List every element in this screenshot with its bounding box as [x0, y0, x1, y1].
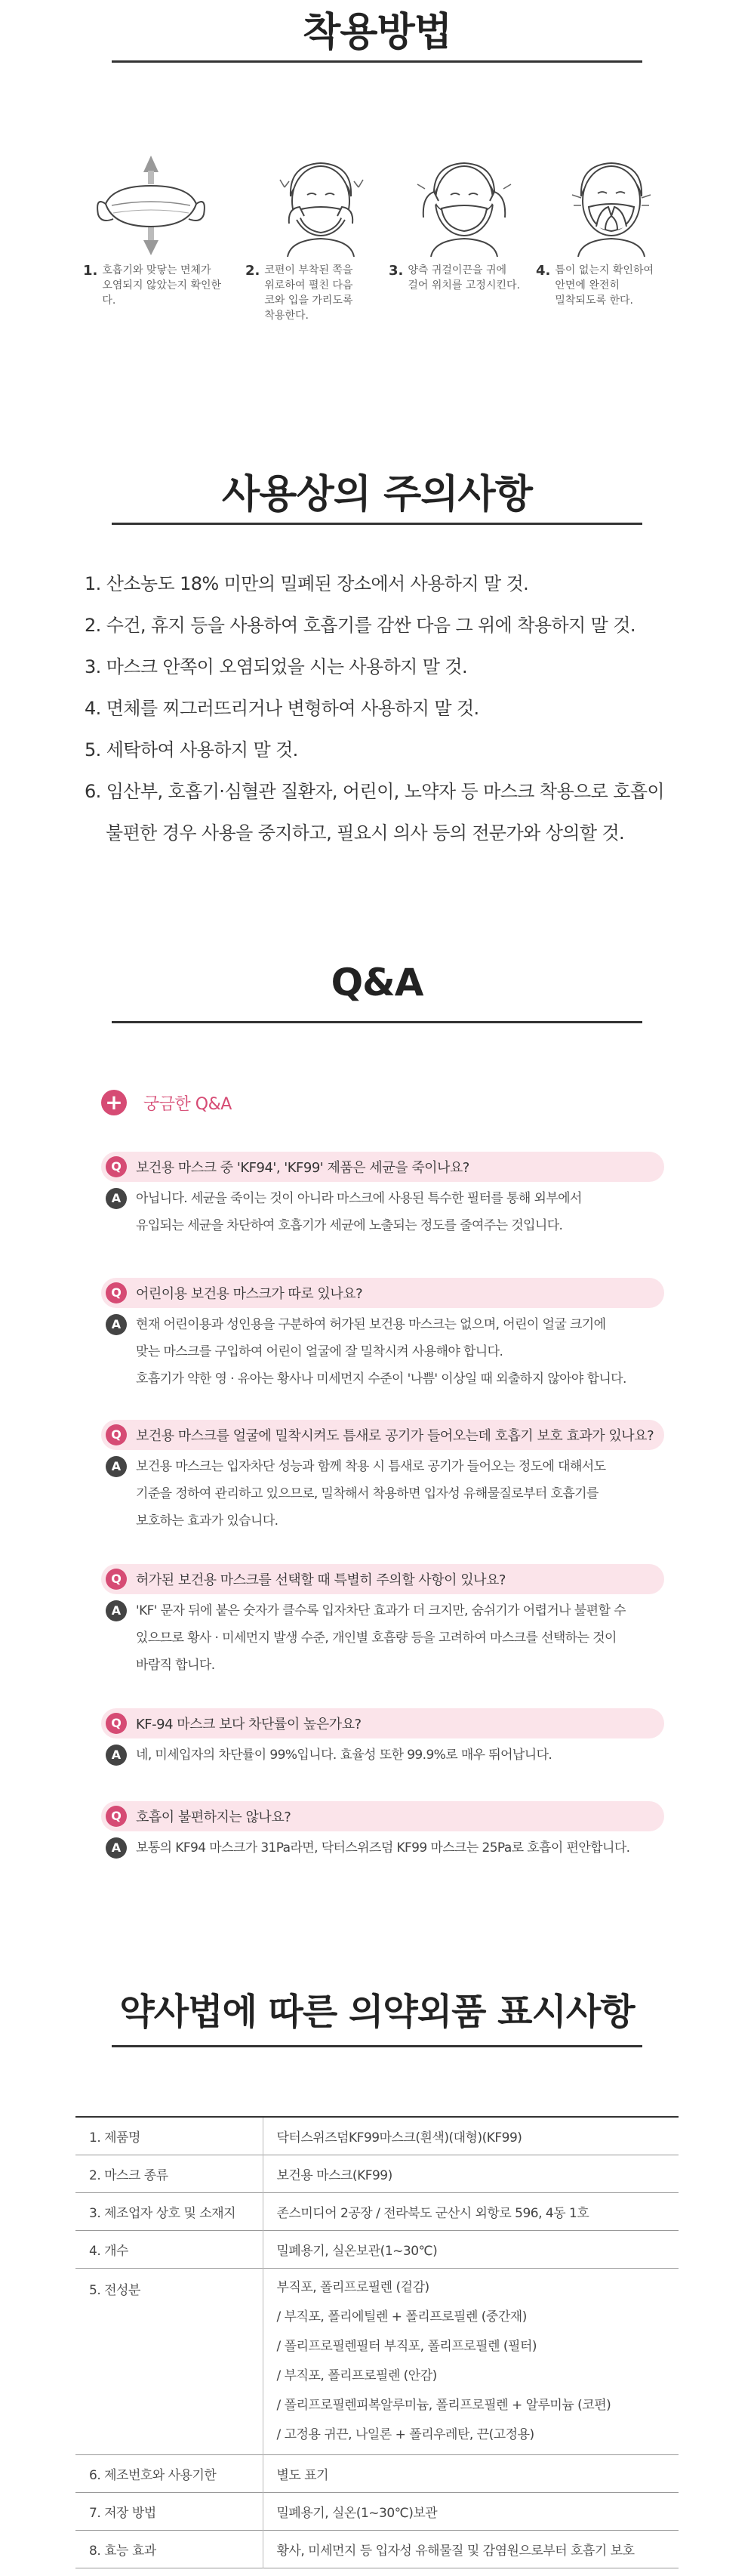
answer-line: 보건용 마스크는 입자차단 성능과 함께 착용 시 틈새로 공기가 들어오는 정도에 대해서도: [136, 1459, 606, 1474]
step-description: 호흡기와 맞닿는 면체가 오염되지 않았는지 확인한다.: [102, 264, 222, 307]
step-description: 틈이 없는지 확인하여 안면에 완전히 밀착되도록 한다.: [555, 264, 654, 307]
step-description: 코편이 부착된 쪽을 위로하여 펼친 다음 코와 입을 가리도록 착용한다.: [264, 264, 353, 322]
answer-line: 유입되는 세균을 차단하여 호흡기가 세균에 노출되는 정도를 줄여주는 것입니다.: [136, 1218, 563, 1233]
table-value: [263, 2268, 679, 2454]
title-divider: [112, 60, 642, 63]
table-row-composition: [75, 2268, 679, 2454]
precaution-continuation: 불편한 경우 사용을 중지하고, 필요시 의사 등의 전문가와 상의할 것.: [106, 822, 625, 844]
composition-line: / 부직포, 폴리프로필렌 (안감): [276, 2368, 437, 2383]
answer-row: [101, 1600, 664, 1679]
answer-badge-icon: A: [106, 1600, 127, 1621]
question-text: 보건용 마스크 중 'KF94', 'KF99' 제품은 세균을 죽이나요?: [136, 1160, 469, 1176]
answer-text: [136, 1834, 629, 1862]
answer-text: [136, 1185, 582, 1239]
answer-line: 보통의 KF94 마스크가 31Pa라면, 닥터스위즈덤 KF99 마스크는 25Pa로 호흡이 편안합니다.: [136, 1840, 630, 1856]
question-text: 어린이용 보건용 마스크가 따로 있나요?: [136, 1286, 363, 1302]
precautions-title: 사용상의 주의사항: [222, 472, 532, 517]
answer-badge-icon: A: [106, 1456, 127, 1477]
composition-line: / 폴리프로필렌필터 부직포, 폴리프로필렌 (필터): [276, 2338, 537, 2354]
precaution-item: 2. 수건, 휴지 등을 사용하여 호흡기를 감싼 다음 그 위에 착용하지 말 것.: [85, 615, 636, 636]
table-row: [75, 2192, 679, 2230]
qa-item: [101, 1152, 664, 1239]
answer-text: [136, 1741, 552, 1769]
answer-line: 네, 미세입자의 차단률이 99%입니다. 효율성 또한 99.9%로 매우 뛰어납니다.: [136, 1748, 552, 1763]
wear-step-2: [245, 151, 396, 322]
table-key: 3. 제조업자 상호 및 소재지: [75, 2192, 263, 2230]
wear-steps: [83, 151, 687, 332]
table-key: 5. 전성분: [75, 2268, 263, 2454]
wear-step-text: [83, 263, 234, 308]
faq-header-label: 궁금한 Q&A: [143, 1094, 232, 1114]
precaution-item: 5. 세탁하여 사용하지 말 것.: [85, 739, 298, 760]
title-divider: [112, 2045, 642, 2047]
composition-line: / 부직포, 폴리에틸렌 + 폴리프로필렌 (중간재): [276, 2309, 527, 2325]
question-bar: [101, 1152, 664, 1182]
precaution-text: 6. 임산부, 호흡기·심혈관 질환자, 어린이, 노약자 등 마스크 착용으로 호흡이: [85, 781, 665, 802]
table-value: 존스미디어 2공장 / 전라북도 군산시 외항로 596, 4동 1호: [276, 2205, 589, 2221]
answer-badge-icon: A: [106, 1314, 127, 1335]
question-text: 허가된 보건용 마스크를 선택할 때 특별히 주의할 사항이 있나요?: [136, 1572, 506, 1588]
answer-badge-icon: A: [106, 1837, 127, 1859]
qa-item: [101, 1801, 664, 1862]
answer-line: 'KF' 문자 뒤에 붙은 숫자가 클수록 입자차단 효과가 더 크지만, 숨쉬기가 어렵거나 불편할 수: [136, 1603, 626, 1618]
table-row: [75, 2454, 679, 2492]
qa-item: [101, 1564, 664, 1679]
question-badge-icon: Q: [106, 1424, 127, 1445]
table-key: 4. 개수: [75, 2230, 263, 2268]
table-row: [75, 2117, 679, 2155]
qa-item: [101, 1708, 664, 1769]
table-row: [75, 2155, 679, 2192]
answer-badge-icon: A: [106, 1188, 127, 1209]
question-bar: [101, 1564, 664, 1594]
table-value: 보건용 마스크(KF99): [276, 2167, 392, 2183]
answer-text: [136, 1597, 626, 1679]
answer-line: 현재 어린이용과 성인용을 구분하여 허가된 보건용 마스크는 없으며, 어린이 얼굴 크기에: [136, 1317, 606, 1332]
table-value: 닥터스위즈덤KF99마스크(흰색)(대형)(KF99): [276, 2130, 522, 2146]
table-key: 8. 효능 효과: [75, 2530, 263, 2568]
answer-line: 있으므로 황사 · 미세먼지 발생 수준, 개인별 호흡량 등을 고려하여 마스크를 선택하는 것이: [136, 1630, 617, 1646]
question-bar: [101, 1420, 664, 1450]
question-text: KF-94 마스크 보다 차단률이 높은가요?: [136, 1717, 362, 1732]
answer-row: [101, 1456, 664, 1535]
answer-line: 바람직 합니다.: [136, 1658, 215, 1673]
answer-line: 보호하는 효과가 있습니다.: [136, 1513, 279, 1529]
qa-item: [101, 1278, 664, 1393]
precaution-item: 4. 면체를 찌그러뜨리거나 변형하여 사용하지 말 것.: [85, 698, 479, 719]
composition-line: / 고정용 귀끈, 나일론 + 폴리우레탄, 끈(고정용): [276, 2426, 534, 2442]
table-row: [75, 2230, 679, 2268]
title-divider: [112, 1021, 642, 1023]
precaution-item: [85, 780, 688, 844]
title-divider: [112, 523, 642, 525]
answer-row: [101, 1745, 664, 1769]
answer-text: [136, 1311, 626, 1393]
qa-item: [101, 1420, 664, 1535]
table-key: 2. 마스크 종류: [75, 2155, 263, 2192]
step-description: 양측 귀걸이끈을 귀에 걸어 위치를 고정시킨다.: [408, 264, 520, 292]
person-wearing-mask-icon: [245, 151, 396, 257]
table-value: 밀폐용기, 실온보관(1~30℃): [276, 2243, 438, 2259]
table-row: [75, 2492, 679, 2530]
question-badge-icon: Q: [106, 1806, 127, 1827]
step-number: 1.: [83, 263, 98, 279]
person-ear-loop-icon: [389, 151, 540, 257]
table-value: 밀폐용기, 실온(1~30℃)보관: [276, 2505, 438, 2521]
step-number: 4.: [536, 263, 551, 279]
question-bar: [101, 1801, 664, 1831]
how-to-wear-title: 착용방법: [303, 10, 451, 55]
step-number: 3.: [389, 263, 404, 279]
question-bar: [101, 1278, 664, 1308]
question-text: 보건용 마스크를 얼굴에 밀착시켜도 틈새로 공기가 들어오는데 호흡기 보호 효과가 있나요?: [136, 1428, 654, 1444]
precautions-list: [85, 572, 688, 863]
answer-line: 아닙니다. 세균을 죽이는 것이 아니라 마스크에 사용된 특수한 필터를 통해 외부에서: [136, 1191, 582, 1206]
wear-step-text: [245, 263, 396, 323]
answer-line: 기준을 정하여 관리하고 있으므로, 밀착해서 착용하면 입자성 유해물질로부터 호흡기를: [136, 1486, 599, 1501]
plus-icon: +: [101, 1090, 127, 1115]
question-badge-icon: Q: [106, 1282, 127, 1303]
faq-header: [101, 1090, 232, 1115]
table-row: [75, 2530, 679, 2568]
wear-step-text: [389, 263, 540, 293]
wear-step-text: [536, 263, 687, 308]
question-badge-icon: Q: [106, 1569, 127, 1590]
table-value: 황사, 미세먼지 등 입자성 유해물질 및 감염원으로부터 호흡기 보호: [276, 2543, 635, 2559]
label-info-table: [75, 2116, 679, 2568]
mask-illustration-icon: [83, 151, 234, 257]
wear-step-4: [536, 151, 687, 307]
step-number: 2.: [245, 263, 260, 279]
question-bar: [101, 1708, 664, 1738]
table-key: 6. 제조번호와 사용기한: [75, 2454, 263, 2492]
answer-line: 맞는 마스크를 구입하여 어린이 얼굴에 잘 밀착시켜 사용해야 합니다.: [136, 1344, 503, 1359]
qa-title: Q&A: [331, 961, 423, 1004]
answer-row: [101, 1314, 664, 1393]
label-info-title: 약사법에 따른 의약외품 표시사항: [119, 1991, 635, 2033]
table-key: 1. 제품명: [75, 2117, 263, 2155]
person-adjusting-mask-icon: [536, 151, 687, 257]
composition-line: / 폴리프로필렌피복알루미늄, 폴리프로필렌 + 알루미늄 (코편): [276, 2397, 611, 2413]
precaution-item: 3. 마스크 안쪽이 오염되었을 시는 사용하지 말 것.: [85, 656, 468, 677]
table-key: 7. 저장 방법: [75, 2492, 263, 2530]
table-value: 별도 표기: [276, 2467, 329, 2483]
question-badge-icon: Q: [106, 1156, 127, 1177]
wear-step-1: [83, 151, 234, 307]
answer-badge-icon: A: [106, 1745, 127, 1766]
wear-step-3: [389, 151, 540, 292]
question-text: 호흡이 불편하지는 않나요?: [136, 1809, 291, 1825]
question-badge-icon: Q: [106, 1713, 127, 1734]
answer-row: [101, 1188, 664, 1239]
answer-text: [136, 1453, 605, 1535]
answer-line: 호흡기가 약한 영 · 유아는 황사나 미세먼지 수준이 '나쁨' 이상일 때 외출하지 않아야 합니다.: [136, 1371, 626, 1387]
precaution-item: 1. 산소농도 18% 미만의 밀폐된 장소에서 사용하지 말 것.: [85, 573, 529, 594]
answer-row: [101, 1837, 664, 1862]
composition-line: 부직포, 폴리프로필렌 (겉감): [276, 2279, 429, 2295]
